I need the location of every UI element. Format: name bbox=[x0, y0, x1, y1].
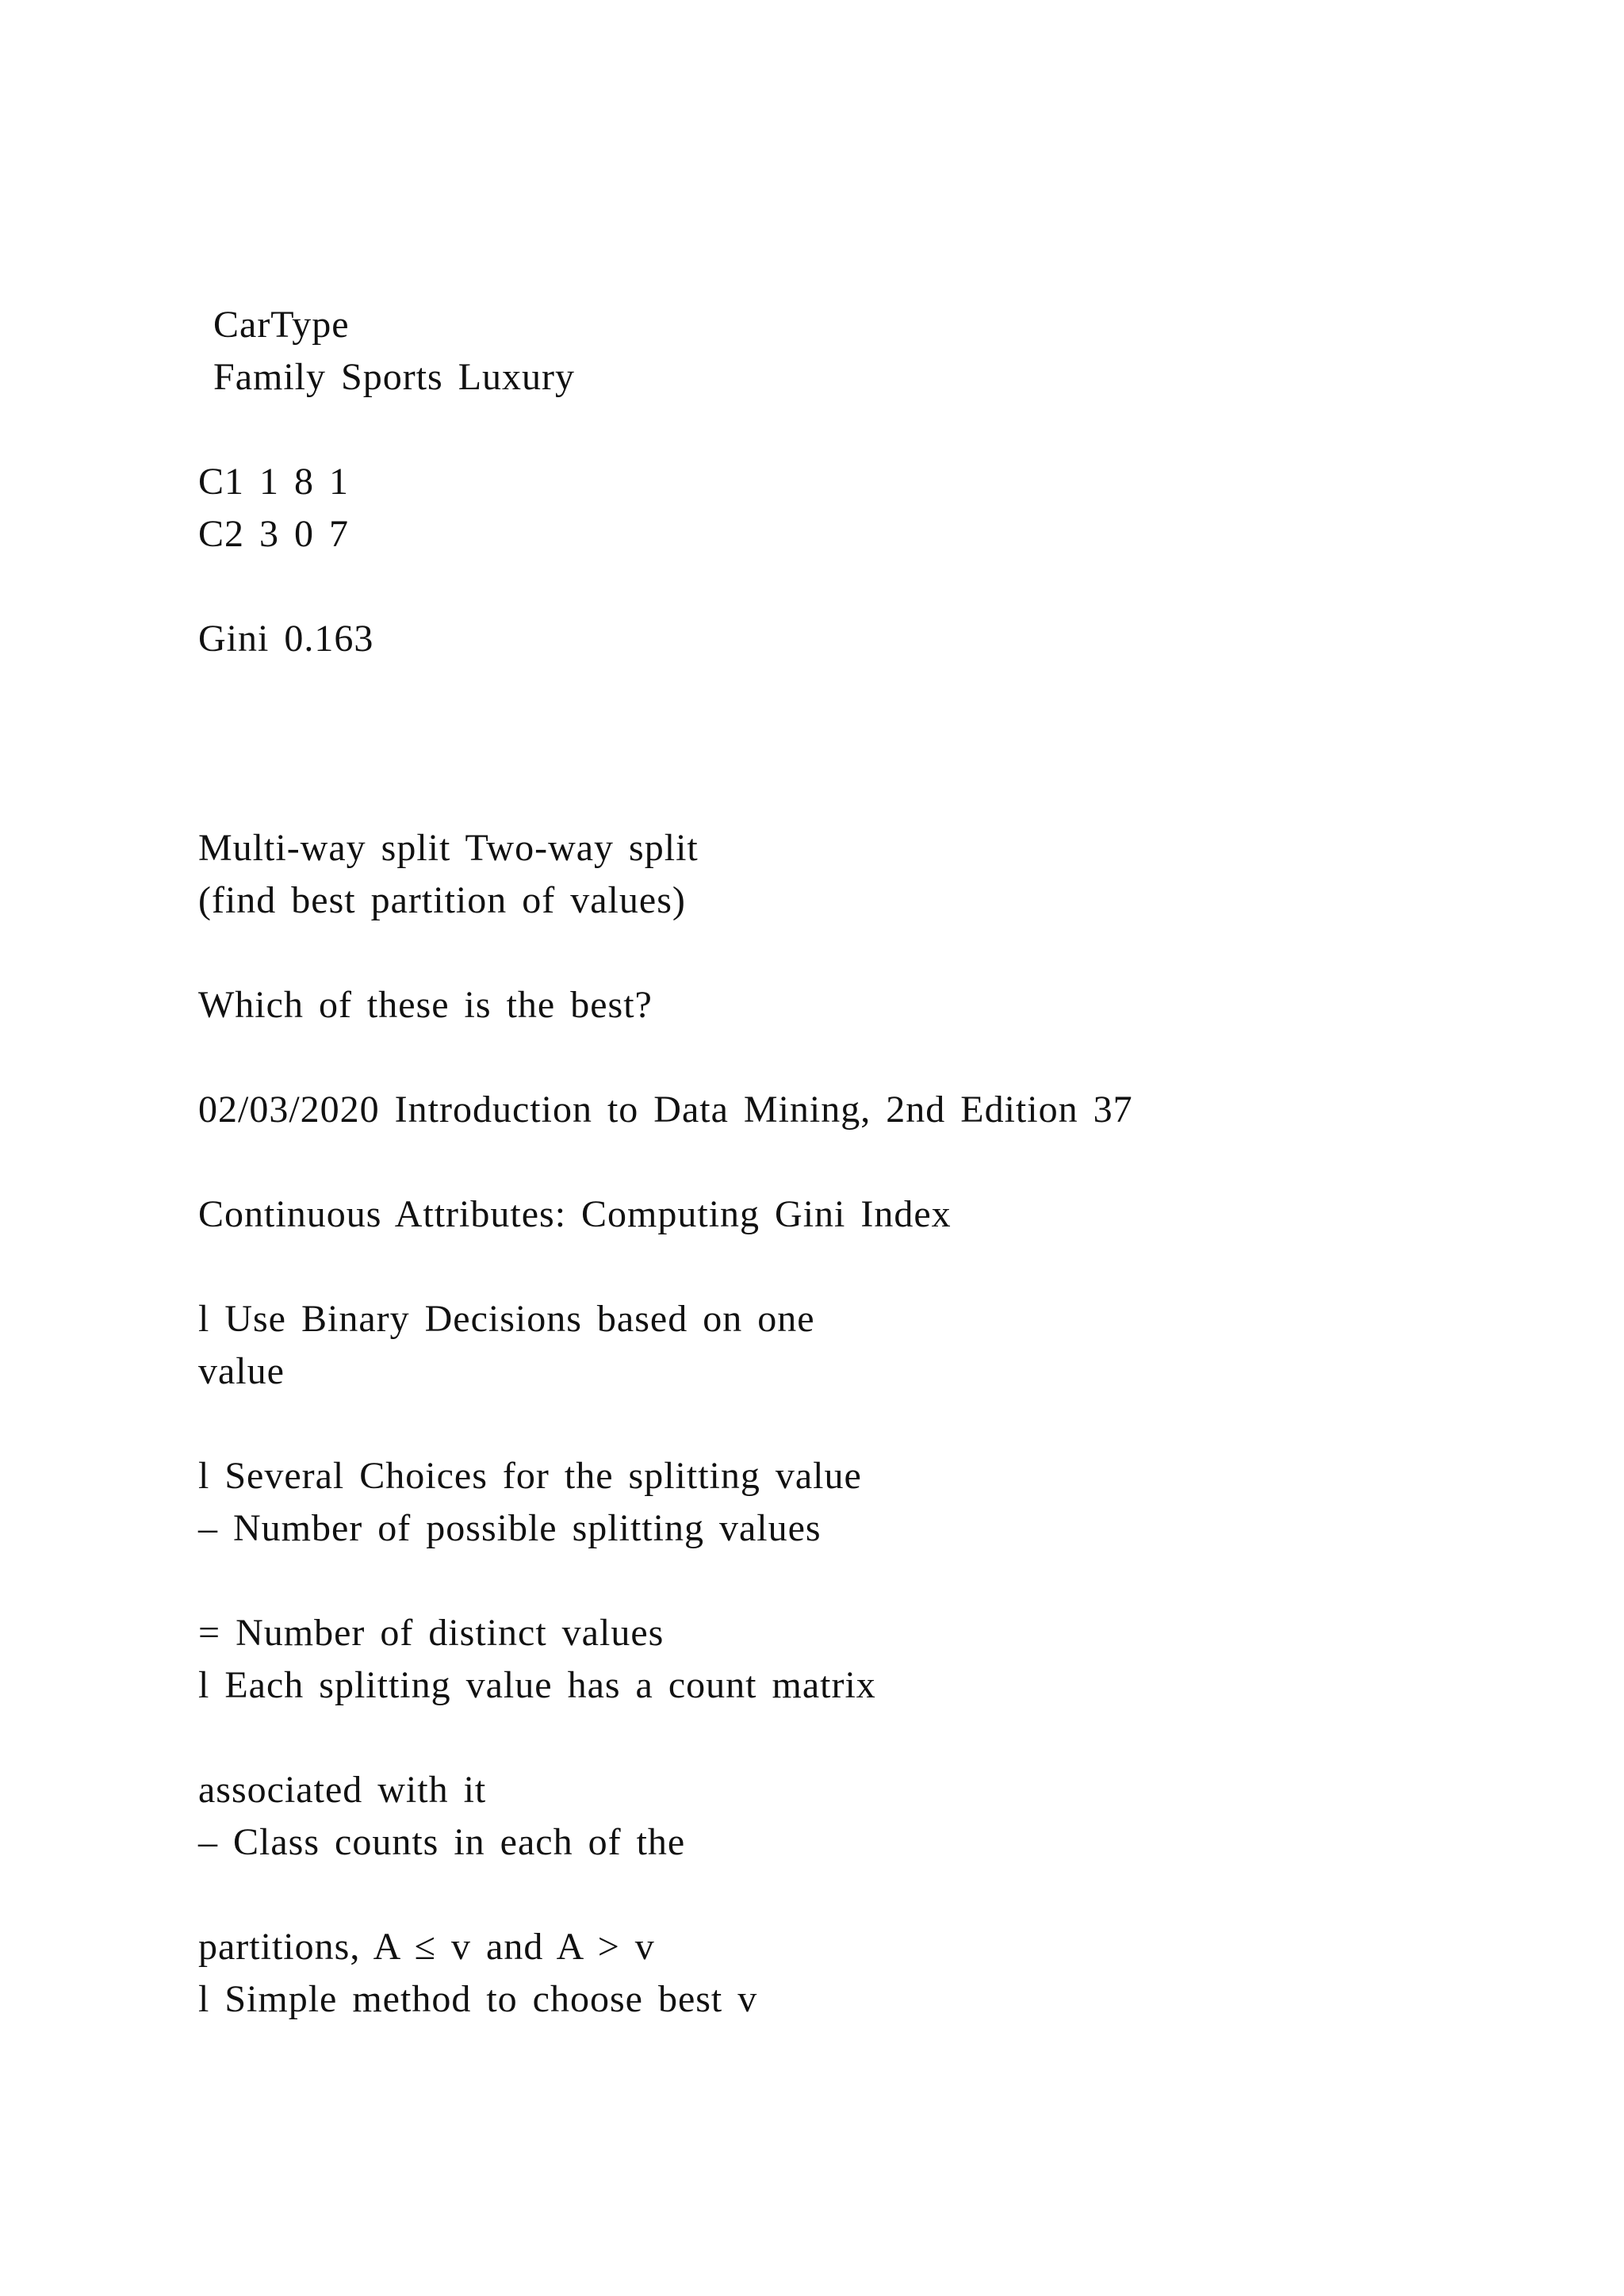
bullet-binary-decisions-cont: value bbox=[198, 1350, 285, 1392]
question-text: Which of these is the best? bbox=[198, 984, 653, 1026]
bullet-several-choices: l Several Choices for the splitting value bbox=[198, 1455, 862, 1497]
bullet-binary-decisions: l Use Binary Decisions based on one bbox=[198, 1298, 815, 1340]
bullet-count-matrix: l Each splitting value has a count matrix bbox=[198, 1664, 876, 1706]
bullet-count-matrix-cont: associated with it bbox=[198, 1769, 487, 1811]
count-row-c2: C2 3 0 7 bbox=[198, 513, 350, 555]
count-row-c1: C1 1 8 1 bbox=[198, 461, 350, 503]
gini-value: Gini 0.163 bbox=[198, 618, 374, 660]
cartype-heading: CarType bbox=[198, 304, 350, 346]
subbullet-distinct-values: = Number of distinct values bbox=[198, 1612, 665, 1654]
bullet-simple-method: l Simple method to choose best v bbox=[198, 1978, 758, 2020]
split-note: (find best partition of values) bbox=[198, 879, 686, 921]
subbullet-partitions: partitions, A ≤ v and A > v bbox=[198, 1926, 655, 1968]
subbullet-class-counts: – Class counts in each of the bbox=[198, 1821, 686, 1863]
split-types: Multi-way split Two-way split bbox=[198, 827, 699, 869]
section-title: Continuous Attributes: Computing Gini Index bbox=[198, 1193, 952, 1235]
slide-footer: 02/03/2020 Introduction to Data Mining, 2nd Edition 37 bbox=[198, 1089, 1133, 1131]
cartype-values: Family Sports Luxury bbox=[198, 356, 576, 398]
subbullet-possible-values: – Number of possible splitting values bbox=[198, 1507, 822, 1549]
